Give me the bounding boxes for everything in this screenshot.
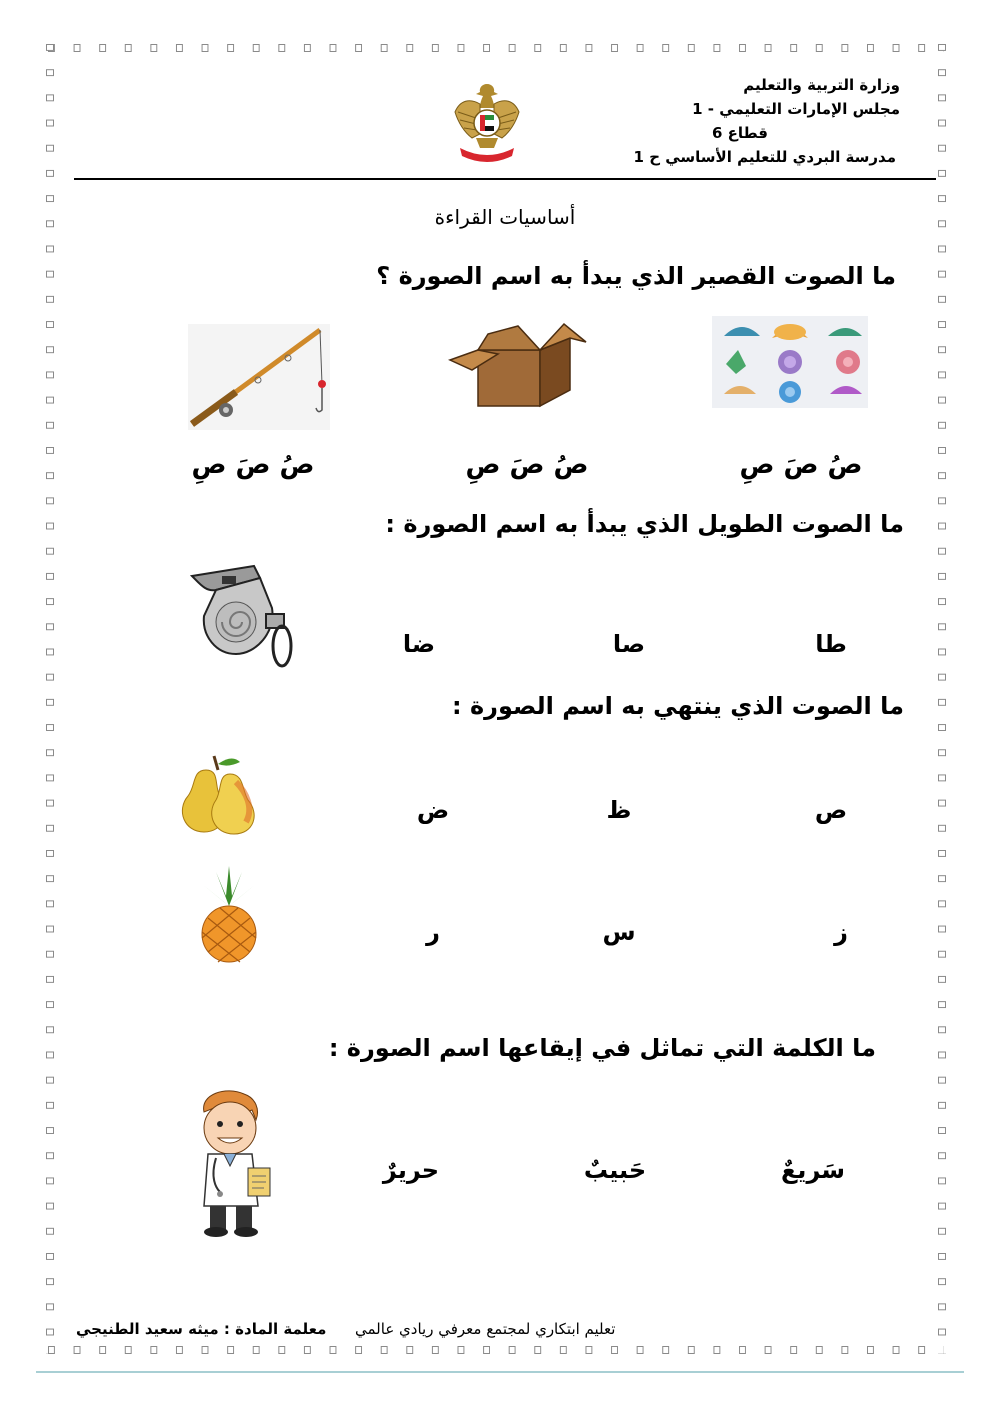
question-1-prompt: ما الصوت القصير الذي يبدأ به اسم الصورة ؟ <box>376 262 896 290</box>
q4-option-3[interactable]: حريرٌ <box>382 1156 440 1184</box>
q4-option-2[interactable]: حَبيبٌ <box>583 1156 647 1184</box>
q4-option-1[interactable]: سَريعٌ <box>781 1156 845 1184</box>
sector-name: قطاع 6 <box>712 124 768 142</box>
shells-icon <box>712 316 868 408</box>
uae-emblem-icon <box>452 78 522 166</box>
page-border-right <box>938 44 946 1354</box>
q2-option-1[interactable]: طا <box>815 630 847 658</box>
worksheet-title: أساسيات القراءة <box>434 205 576 229</box>
box-icon <box>448 322 588 408</box>
page-border-left <box>46 44 54 1354</box>
q1-options-rod[interactable]: صُ صَ صِ <box>191 450 315 480</box>
q3-row2-option-1[interactable]: ز <box>834 918 848 946</box>
question-3-prompt: ما الصوت الذي ينتهي به اسم الصورة : <box>452 692 904 720</box>
footer-teacher: معلمة المادة : ميثه سعيد الطنيجي <box>76 1320 327 1338</box>
bottom-rule <box>36 1371 964 1373</box>
school-name: مدرسة البردي للتعليم الأساسي ح 1 <box>633 148 896 166</box>
question-4-prompt: ما الكلمة التي تماثل في إيقاعها اسم الصورة : <box>328 1034 876 1062</box>
q3-row2-option-3[interactable]: ر <box>426 918 440 946</box>
page-border-top <box>48 44 944 52</box>
q3-row1-option-3[interactable]: ض <box>416 796 450 824</box>
q1-options-shells[interactable]: صُ صَ صِ <box>739 450 863 480</box>
q3-row2-option-2[interactable]: س <box>602 918 636 946</box>
question-2-prompt: ما الصوت الطويل الذي يبدأ به اسم الصورة : <box>385 510 904 538</box>
whistle-icon <box>186 562 298 670</box>
pineapple-icon <box>196 866 262 964</box>
fishing-rod-icon <box>188 324 330 430</box>
header-rule <box>74 178 936 180</box>
pears-icon <box>174 752 260 836</box>
footer-slogan: تعليم ابتكاري لمجتمع معرفي ريادي عالمي <box>355 1320 616 1338</box>
q1-options-box[interactable]: صُ صَ صِ <box>465 450 589 480</box>
ministry-name: وزارة التربية والتعليم <box>743 76 900 94</box>
q3-row1-option-1[interactable]: ص <box>814 796 848 824</box>
page-border-bottom <box>48 1346 944 1354</box>
q3-row1-option-2[interactable]: ظ <box>606 796 632 824</box>
council-name: مجلس الإمارات التعليمي - 1 <box>692 100 900 118</box>
doctor-icon <box>186 1088 288 1238</box>
q2-option-2[interactable]: صا <box>612 630 646 658</box>
q2-option-3[interactable]: ضا <box>402 630 436 658</box>
